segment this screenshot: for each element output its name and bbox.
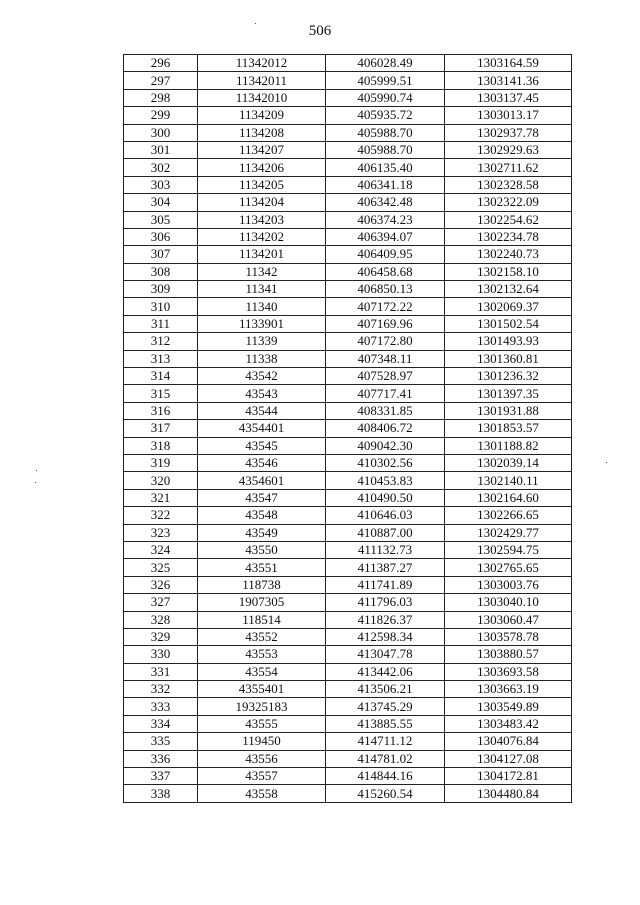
y-coordinate-cell: 1302322.09 — [445, 194, 572, 211]
scan-speck — [35, 482, 36, 483]
row-number-cell: 330 — [124, 646, 198, 663]
table-row — [124, 55, 572, 72]
x-coordinate-cell: 407348.11 — [326, 350, 445, 367]
table-row — [124, 437, 572, 454]
point-id-cell: 43543 — [198, 385, 326, 402]
point-id-cell: 43551 — [198, 559, 326, 576]
y-coordinate-cell: 1302594.75 — [445, 541, 572, 558]
table-row — [124, 281, 572, 298]
row-number-cell: 317 — [124, 420, 198, 437]
row-number-cell: 323 — [124, 524, 198, 541]
row-number-cell: 327 — [124, 594, 198, 611]
y-coordinate-cell: 1301397.35 — [445, 385, 572, 402]
row-number-cell: 298 — [124, 89, 198, 106]
y-coordinate-cell: 1301502.54 — [445, 315, 572, 332]
point-id-cell: 1134201 — [198, 246, 326, 263]
row-number-cell: 316 — [124, 402, 198, 419]
y-coordinate-cell: 1302140.11 — [445, 472, 572, 489]
point-id-cell: 1134208 — [198, 124, 326, 141]
point-id-cell: 43546 — [198, 454, 326, 471]
y-coordinate-cell: 1303141.36 — [445, 72, 572, 89]
y-coordinate-cell: 1304172.81 — [445, 768, 572, 785]
table-row — [124, 698, 572, 715]
table-row — [124, 368, 572, 385]
y-coordinate-cell: 1302240.73 — [445, 246, 572, 263]
x-coordinate-cell: 415260.54 — [326, 785, 445, 802]
row-number-cell: 309 — [124, 281, 198, 298]
table-row — [124, 524, 572, 541]
table-row — [124, 350, 572, 367]
scan-speck — [606, 462, 607, 463]
y-coordinate-cell: 1303060.47 — [445, 611, 572, 628]
point-id-cell: 11342012 — [198, 55, 326, 72]
y-coordinate-cell: 1304127.08 — [445, 750, 572, 767]
table-row — [124, 72, 572, 89]
x-coordinate-cell: 406342.48 — [326, 194, 445, 211]
point-id-cell: 43555 — [198, 715, 326, 732]
y-coordinate-cell: 1304480.84 — [445, 785, 572, 802]
point-id-cell: 43552 — [198, 628, 326, 645]
table-row — [124, 263, 572, 280]
point-id-cell: 1907305 — [198, 594, 326, 611]
x-coordinate-cell: 410453.83 — [326, 472, 445, 489]
x-coordinate-cell: 408331.85 — [326, 402, 445, 419]
x-coordinate-cell: 405988.70 — [326, 141, 445, 158]
point-id-cell: 11342011 — [198, 72, 326, 89]
y-coordinate-cell: 1303663.19 — [445, 681, 572, 698]
table-row — [124, 298, 572, 315]
point-id-cell: 43548 — [198, 507, 326, 524]
point-id-cell: 4354401 — [198, 420, 326, 437]
point-id-cell: 19325183 — [198, 698, 326, 715]
point-id-cell: 4355401 — [198, 681, 326, 698]
y-coordinate-cell: 1302929.63 — [445, 141, 572, 158]
row-number-cell: 333 — [124, 698, 198, 715]
table-row — [124, 750, 572, 767]
row-number-cell: 336 — [124, 750, 198, 767]
row-number-cell: 304 — [124, 194, 198, 211]
table-row — [124, 611, 572, 628]
x-coordinate-cell: 411796.03 — [326, 594, 445, 611]
table-row — [124, 246, 572, 263]
point-id-cell: 11340 — [198, 298, 326, 315]
x-coordinate-cell: 413506.21 — [326, 681, 445, 698]
point-id-cell: 1134202 — [198, 228, 326, 245]
table-row — [124, 107, 572, 124]
y-coordinate-cell: 1301188.82 — [445, 437, 572, 454]
row-number-cell: 300 — [124, 124, 198, 141]
row-number-cell: 321 — [124, 489, 198, 506]
x-coordinate-cell: 405990.74 — [326, 89, 445, 106]
point-id-cell: 43553 — [198, 646, 326, 663]
y-coordinate-cell: 1303693.58 — [445, 663, 572, 680]
point-id-cell: 118514 — [198, 611, 326, 628]
table-row — [124, 211, 572, 228]
table-row — [124, 733, 572, 750]
y-coordinate-cell: 1303483.42 — [445, 715, 572, 732]
row-number-cell: 325 — [124, 559, 198, 576]
y-coordinate-cell: 1303578.78 — [445, 628, 572, 645]
table-row — [124, 385, 572, 402]
y-coordinate-cell: 1301360.81 — [445, 350, 572, 367]
point-id-cell: 1134203 — [198, 211, 326, 228]
point-id-cell: 43556 — [198, 750, 326, 767]
x-coordinate-cell: 410646.03 — [326, 507, 445, 524]
point-id-cell: 43544 — [198, 402, 326, 419]
table-row — [124, 646, 572, 663]
row-number-cell: 314 — [124, 368, 198, 385]
x-coordinate-cell: 406341.18 — [326, 176, 445, 193]
table-row — [124, 333, 572, 350]
point-id-cell: 11342 — [198, 263, 326, 280]
x-coordinate-cell: 407172.22 — [326, 298, 445, 315]
table-row — [124, 576, 572, 593]
point-id-cell: 11342010 — [198, 89, 326, 106]
table-row — [124, 541, 572, 558]
table-row — [124, 124, 572, 141]
row-number-cell: 328 — [124, 611, 198, 628]
x-coordinate-cell: 409042.30 — [326, 437, 445, 454]
y-coordinate-cell: 1303013.17 — [445, 107, 572, 124]
row-number-cell: 303 — [124, 176, 198, 193]
point-id-cell: 119450 — [198, 733, 326, 750]
x-coordinate-cell: 413745.29 — [326, 698, 445, 715]
x-coordinate-cell: 408406.72 — [326, 420, 445, 437]
y-coordinate-cell: 1301853.57 — [445, 420, 572, 437]
point-id-cell: 43558 — [198, 785, 326, 802]
y-coordinate-cell: 1303137.45 — [445, 89, 572, 106]
x-coordinate-cell: 406135.40 — [326, 159, 445, 176]
table-row — [124, 663, 572, 680]
x-coordinate-cell: 406374.23 — [326, 211, 445, 228]
y-coordinate-cell: 1301236.32 — [445, 368, 572, 385]
y-coordinate-cell: 1302765.65 — [445, 559, 572, 576]
row-number-cell: 324 — [124, 541, 198, 558]
table-row — [124, 194, 572, 211]
row-number-cell: 310 — [124, 298, 198, 315]
row-number-cell: 301 — [124, 141, 198, 158]
row-number-cell: 320 — [124, 472, 198, 489]
x-coordinate-cell: 407169.96 — [326, 315, 445, 332]
table-row — [124, 715, 572, 732]
point-id-cell: 1134209 — [198, 107, 326, 124]
x-coordinate-cell: 414711.12 — [326, 733, 445, 750]
table-row — [124, 559, 572, 576]
row-number-cell: 306 — [124, 228, 198, 245]
x-coordinate-cell: 413442.06 — [326, 663, 445, 680]
y-coordinate-cell: 1302158.10 — [445, 263, 572, 280]
x-coordinate-cell: 411826.37 — [326, 611, 445, 628]
row-number-cell: 326 — [124, 576, 198, 593]
table-row — [124, 89, 572, 106]
point-id-cell: 43557 — [198, 768, 326, 785]
point-id-cell: 1134205 — [198, 176, 326, 193]
y-coordinate-cell: 1303003.76 — [445, 576, 572, 593]
row-number-cell: 305 — [124, 211, 198, 228]
point-id-cell: 1134207 — [198, 141, 326, 158]
table-row — [124, 768, 572, 785]
point-id-cell: 43542 — [198, 368, 326, 385]
table-row — [124, 402, 572, 419]
y-coordinate-cell: 1301493.93 — [445, 333, 572, 350]
row-number-cell: 322 — [124, 507, 198, 524]
table-row — [124, 785, 572, 802]
table-row — [124, 628, 572, 645]
point-id-cell: 11341 — [198, 281, 326, 298]
point-id-cell: 1133901 — [198, 315, 326, 332]
row-number-cell: 338 — [124, 785, 198, 802]
x-coordinate-cell: 413885.55 — [326, 715, 445, 732]
row-number-cell: 313 — [124, 350, 198, 367]
x-coordinate-cell: 414781.02 — [326, 750, 445, 767]
x-coordinate-cell: 410302.56 — [326, 454, 445, 471]
coordinates-table-body — [124, 55, 572, 803]
table-row — [124, 594, 572, 611]
coordinates-table — [123, 54, 572, 803]
x-coordinate-cell: 406028.49 — [326, 55, 445, 72]
row-number-cell: 337 — [124, 768, 198, 785]
point-id-cell: 11339 — [198, 333, 326, 350]
y-coordinate-cell: 1302328.58 — [445, 176, 572, 193]
y-coordinate-cell: 1303549.89 — [445, 698, 572, 715]
table-row — [124, 472, 572, 489]
x-coordinate-cell: 407528.97 — [326, 368, 445, 385]
point-id-cell: 43550 — [198, 541, 326, 558]
x-coordinate-cell: 414844.16 — [326, 768, 445, 785]
x-coordinate-cell: 411387.27 — [326, 559, 445, 576]
table-row — [124, 420, 572, 437]
table-row — [124, 159, 572, 176]
table-row — [124, 315, 572, 332]
y-coordinate-cell: 1304076.84 — [445, 733, 572, 750]
x-coordinate-cell: 412598.34 — [326, 628, 445, 645]
x-coordinate-cell: 406394.07 — [326, 228, 445, 245]
point-id-cell: 43547 — [198, 489, 326, 506]
row-number-cell: 334 — [124, 715, 198, 732]
x-coordinate-cell: 405988.70 — [326, 124, 445, 141]
table-row — [124, 507, 572, 524]
y-coordinate-cell: 1303164.59 — [445, 55, 572, 72]
row-number-cell: 329 — [124, 628, 198, 645]
table-row — [124, 454, 572, 471]
y-coordinate-cell: 1302164.60 — [445, 489, 572, 506]
y-coordinate-cell: 1302069.37 — [445, 298, 572, 315]
point-id-cell: 43554 — [198, 663, 326, 680]
row-number-cell: 312 — [124, 333, 198, 350]
x-coordinate-cell: 411132.73 — [326, 541, 445, 558]
point-id-cell: 4354601 — [198, 472, 326, 489]
scan-speck — [36, 470, 37, 471]
y-coordinate-cell: 1303880.57 — [445, 646, 572, 663]
row-number-cell: 319 — [124, 454, 198, 471]
x-coordinate-cell: 410887.00 — [326, 524, 445, 541]
y-coordinate-cell: 1302429.77 — [445, 524, 572, 541]
scan-speck — [255, 23, 256, 24]
row-number-cell: 297 — [124, 72, 198, 89]
x-coordinate-cell: 406850.13 — [326, 281, 445, 298]
row-number-cell: 311 — [124, 315, 198, 332]
table-row — [124, 228, 572, 245]
table-row — [124, 489, 572, 506]
row-number-cell: 318 — [124, 437, 198, 454]
x-coordinate-cell: 407172.80 — [326, 333, 445, 350]
y-coordinate-cell: 1302132.64 — [445, 281, 572, 298]
point-id-cell: 1134206 — [198, 159, 326, 176]
y-coordinate-cell: 1302937.78 — [445, 124, 572, 141]
row-number-cell: 296 — [124, 55, 198, 72]
point-id-cell: 1134204 — [198, 194, 326, 211]
y-coordinate-cell: 1302254.62 — [445, 211, 572, 228]
point-id-cell: 118738 — [198, 576, 326, 593]
page-number: 506 — [308, 23, 332, 39]
x-coordinate-cell: 406458.68 — [326, 263, 445, 280]
y-coordinate-cell: 1302039.14 — [445, 454, 572, 471]
table-row — [124, 176, 572, 193]
row-number-cell: 332 — [124, 681, 198, 698]
row-number-cell: 299 — [124, 107, 198, 124]
y-coordinate-cell: 1302266.65 — [445, 507, 572, 524]
point-id-cell: 43545 — [198, 437, 326, 454]
x-coordinate-cell: 411741.89 — [326, 576, 445, 593]
x-coordinate-cell: 410490.50 — [326, 489, 445, 506]
row-number-cell: 315 — [124, 385, 198, 402]
row-number-cell: 308 — [124, 263, 198, 280]
row-number-cell: 335 — [124, 733, 198, 750]
x-coordinate-cell: 406409.95 — [326, 246, 445, 263]
row-number-cell: 302 — [124, 159, 198, 176]
table-row — [124, 681, 572, 698]
point-id-cell: 11338 — [198, 350, 326, 367]
table-row — [124, 141, 572, 158]
x-coordinate-cell: 405935.72 — [326, 107, 445, 124]
y-coordinate-cell: 1303040.10 — [445, 594, 572, 611]
x-coordinate-cell: 407717.41 — [326, 385, 445, 402]
point-id-cell: 43549 — [198, 524, 326, 541]
row-number-cell: 331 — [124, 663, 198, 680]
y-coordinate-cell: 1302711.62 — [445, 159, 572, 176]
y-coordinate-cell: 1301931.88 — [445, 402, 572, 419]
x-coordinate-cell: 413047.78 — [326, 646, 445, 663]
y-coordinate-cell: 1302234.78 — [445, 228, 572, 245]
x-coordinate-cell: 405999.51 — [326, 72, 445, 89]
row-number-cell: 307 — [124, 246, 198, 263]
